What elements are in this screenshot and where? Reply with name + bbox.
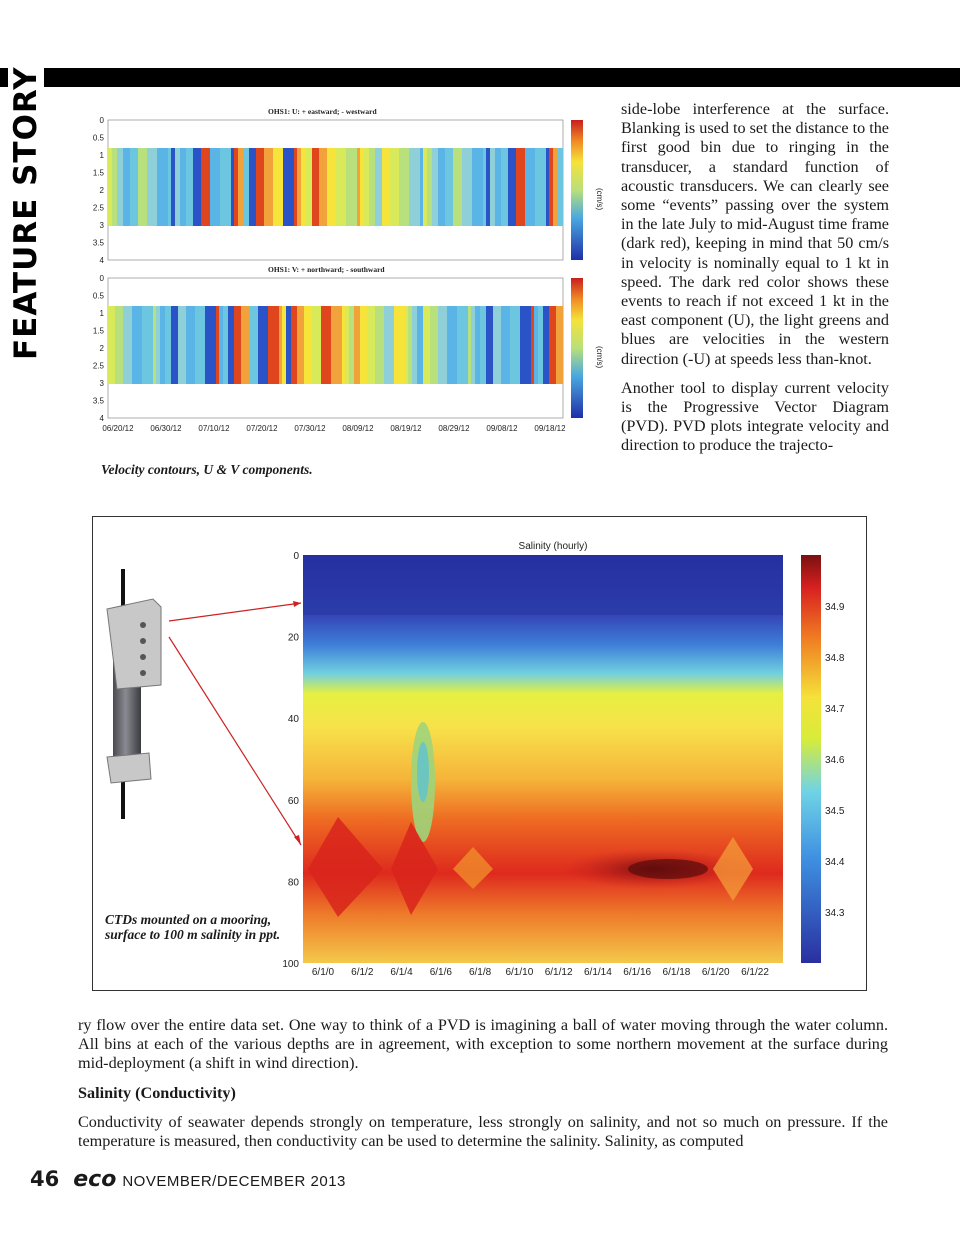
salinity-x-tick-label: 6/1/0 <box>311 967 335 978</box>
panel-u-colorbar <box>571 120 583 260</box>
velocity-contour-strip <box>471 306 475 384</box>
velocity-contour-strip <box>243 148 249 226</box>
velocity-contour-strip <box>249 148 256 226</box>
velocity-contour-strip <box>312 148 319 226</box>
velocity-contour-strip <box>282 306 286 384</box>
velocity-contour-strip <box>153 306 156 384</box>
velocity-contour-strip <box>294 148 297 226</box>
salinity-y-tick-label: 0 <box>293 551 299 562</box>
velocity-x-tick-label: 06/20/12 <box>102 424 134 433</box>
velocity-contour-strip <box>394 306 405 384</box>
salinity-x-tick-label: 6/1/18 <box>662 967 691 978</box>
velocity-y-tick-label: 2 <box>99 186 104 195</box>
velocity-x-tick-label: 08/29/12 <box>438 424 470 433</box>
velocity-contour-strip <box>447 306 457 384</box>
velocity-contour-strip <box>432 148 438 226</box>
velocity-contour-strip <box>342 306 345 384</box>
velocity-y-tick-label: 4 <box>99 414 104 423</box>
velocity-contour-strip <box>319 148 327 226</box>
velocity-x-tick-label: 07/20/12 <box>246 424 278 433</box>
velocity-contour-strip <box>117 148 123 226</box>
issue-date: NOVEMBER/DECEMBER 2013 <box>122 1173 346 1190</box>
velocity-contour-strip <box>156 306 160 384</box>
velocity-y-tick-label: 4 <box>99 256 104 265</box>
velocity-contour-strip <box>210 148 220 226</box>
velocity-contour-strip <box>360 306 367 384</box>
velocity-contour-strip <box>327 148 336 226</box>
velocity-contour-strip <box>558 148 563 226</box>
velocity-contour-strip <box>132 306 142 384</box>
velocity-contour-strip <box>360 148 364 226</box>
velocity-contour-strip <box>241 306 249 384</box>
velocity-contour-strip <box>138 148 147 226</box>
velocity-contour-strip <box>301 148 306 226</box>
salinity-y-tick-label: 20 <box>287 632 299 644</box>
panel-u-colorbar-unit: (cm/s) <box>595 188 604 211</box>
velocity-contour-strip <box>112 148 117 226</box>
pointer-arrow-bottom <box>169 637 301 845</box>
velocity-contour-strip <box>193 148 201 226</box>
velocity-contour-strip <box>180 148 186 226</box>
velocity-contour-strip <box>231 148 234 226</box>
velocity-contour-strip <box>490 148 495 226</box>
velocity-y-tick-label: 2.5 <box>92 361 104 371</box>
velocity-contour-strip <box>405 306 408 384</box>
velocity-contour-strip <box>304 306 312 384</box>
salinity-heatmap <box>303 555 783 963</box>
velocity-contour-strip <box>345 306 349 384</box>
panel-v-colorbar-unit: (cm/s) <box>595 346 604 369</box>
velocity-contour-strip <box>108 306 115 384</box>
velocity-contour-strip <box>508 148 516 226</box>
velocity-contour-strip <box>516 148 525 226</box>
velocity-contour-strip <box>475 306 480 384</box>
velocity-contour-strip <box>486 148 490 226</box>
velocity-x-tick-label: 09/08/12 <box>486 424 518 433</box>
salinity-y-axis <box>282 551 299 970</box>
velocity-contour-strip <box>367 306 375 384</box>
velocity-contour-strip <box>258 306 268 384</box>
velocity-contour-strip <box>165 306 171 384</box>
salinity-x-axis <box>312 967 769 978</box>
velocity-contour-strip <box>186 306 195 384</box>
velocity-contour-strip <box>534 306 538 384</box>
velocity-contour-strip <box>349 306 354 384</box>
velocity-contour-strip <box>486 306 493 384</box>
panel-v-field <box>108 306 563 384</box>
velocity-contour-strip <box>291 306 297 384</box>
velocity-contour-strip <box>160 306 165 384</box>
pointer-arrow-top <box>169 603 301 621</box>
velocity-contour-strip <box>297 306 304 384</box>
velocity-contour-strip <box>483 148 486 226</box>
velocity-contour-strip <box>445 148 453 226</box>
velocity-x-tick-label: 07/30/12 <box>294 424 326 433</box>
velocity-contour-strip <box>336 148 346 226</box>
velocity-contour-strip <box>264 148 273 226</box>
salinity-colorbar-ticks <box>825 602 845 919</box>
velocity-contour-strip <box>375 306 384 384</box>
velocity-contour-strip <box>186 148 193 226</box>
velocity-contour-strip <box>520 306 531 384</box>
velocity-contour-strip <box>409 148 420 226</box>
velocity-figure-caption: Velocity contours, U & V components. <box>101 462 313 477</box>
body-paragraph-2: Conductivity of seawater depends strongly on temperature, less strongly on salinity, and not so much on pressure. If the temperature is measured, then conductivity can be used to determine the salinity. Salinity, as computed <box>78 1112 888 1151</box>
salinity-colorbar-tick-label: 34.4 <box>825 857 845 868</box>
panel-v-colorbar <box>571 278 583 418</box>
salinity-x-tick-label: 6/1/6 <box>429 967 452 978</box>
salinity-x-tick-label: 6/1/20 <box>701 967 730 978</box>
velocity-contour-strip <box>297 148 301 226</box>
salinity-colorbar <box>801 555 821 963</box>
salinity-x-tick-label: 6/1/22 <box>741 967 769 978</box>
velocity-contour-strip <box>354 306 360 384</box>
velocity-x-tick-label: 06/30/12 <box>150 424 182 433</box>
velocity-contour-strip <box>364 148 369 226</box>
velocity-contour-strip <box>283 148 294 226</box>
velocity-contour-strip <box>423 306 430 384</box>
velocity-contour-strip <box>525 148 535 226</box>
velocity-contour-strip <box>472 148 483 226</box>
salinity-colorbar-tick-label: 34.3 <box>825 908 845 919</box>
panel-v-title: OHS1: V: + northward; - southward <box>268 265 385 274</box>
salinity-x-tick-label: 6/1/14 <box>584 967 612 978</box>
velocity-y-tick-label: 2.5 <box>92 203 104 213</box>
velocity-y-tick-label: 0 <box>99 116 104 125</box>
velocity-y-tick-label: 2 <box>99 344 104 353</box>
page-footer <box>30 1167 346 1192</box>
velocity-contour-strip <box>382 148 390 226</box>
velocity-contour-strip <box>279 306 282 384</box>
velocity-contour-strip <box>495 148 501 226</box>
velocity-contour-strip <box>157 148 168 226</box>
velocity-contour-strip <box>256 148 264 226</box>
velocity-contour-strip <box>375 148 382 226</box>
salinity-x-tick-label: 6/1/16 <box>623 967 652 978</box>
velocity-y-tick-label: 3 <box>99 379 104 388</box>
salinity-x-tick-label: 6/1/8 <box>468 967 492 978</box>
velocity-contour-strip <box>195 306 205 384</box>
velocity-y-tick-label: 0.5 <box>92 291 104 301</box>
velocity-y-tick-label: 3.5 <box>92 396 104 406</box>
salinity-colorbar-tick-label: 34.7 <box>825 704 845 715</box>
velocity-contour-strip <box>249 306 258 384</box>
arrowhead-top-icon <box>293 601 301 607</box>
ctd-mooring-illustration <box>107 569 161 819</box>
velocity-contour-strip <box>438 148 445 226</box>
velocity-contour-strip <box>549 306 556 384</box>
velocity-contour-strip <box>453 148 462 226</box>
salinity-y-tick-label: 60 <box>287 795 299 807</box>
velocity-contour-strip <box>115 306 123 384</box>
feature-story-label: FEATURE STORY <box>8 62 44 364</box>
velocity-contour-strip <box>306 148 312 226</box>
body-paragraph-1: ry flow over the entire data set. One way to think of a PVD is imagining a ball of water moving through the water column. All bins at each of the various depths are in agreement, with exception to some northern movement at the surface during mid-deployment (a shift in wind direction). <box>78 1016 888 1073</box>
salinity-x-tick-label: 6/1/12 <box>544 967 573 978</box>
salinity-x-tick-label: 6/1/4 <box>390 967 413 978</box>
velocity-y-tick-label: 0 <box>99 274 104 283</box>
velocity-contour-strip <box>108 148 112 226</box>
velocity-contour-strip <box>427 148 432 226</box>
salinity-y-tick-label: 100 <box>282 959 299 970</box>
velocity-contour-strip <box>417 306 423 384</box>
velocity-contour-strip <box>234 148 238 226</box>
velocity-contour-figure <box>88 100 608 440</box>
page-number: 46 <box>30 1167 60 1191</box>
velocity-contour-strip <box>220 148 231 226</box>
velocity-contour-strip <box>205 306 216 384</box>
velocity-contour-strip <box>312 306 321 384</box>
section-heading: Salinity (Conductivity) <box>78 1083 236 1102</box>
velocity-contour-strip <box>493 306 501 384</box>
velocity-x-tick-label: 08/09/12 <box>342 424 374 433</box>
velocity-contour-strip <box>480 306 486 384</box>
velocity-contour-strip <box>216 306 219 384</box>
right-column-paragraph-2: Another tool to display current velocity is the Progressive Vector Diagram (PVD). PVD plots integrate velocity and direction to produce the trajecto- <box>621 378 889 455</box>
velocity-y-tick-label: 1.5 <box>92 326 104 336</box>
velocity-contour-strip <box>130 148 138 226</box>
velocity-contour-strip <box>543 306 549 384</box>
salinity-chart-title: Salinity (hourly) <box>518 541 588 552</box>
velocity-contour-strip <box>412 306 417 384</box>
velocity-contour-strip <box>457 306 468 384</box>
velocity-y-tick-label: 3 <box>99 221 104 230</box>
velocity-contour-strip <box>556 306 563 384</box>
velocity-contour-strip <box>178 306 186 384</box>
velocity-contour-strip <box>535 148 546 226</box>
velocity-contour-strip <box>321 306 331 384</box>
velocity-contour-strip <box>228 306 234 384</box>
velocity-contour-strip <box>501 148 508 226</box>
velocity-contour-strip <box>123 148 130 226</box>
velocity-contour-strip <box>546 148 549 226</box>
velocity-contour-strip <box>531 306 534 384</box>
velocity-contour-strip <box>238 148 243 226</box>
salinity-x-tick-label: 6/1/10 <box>505 967 534 978</box>
body-text <box>78 1016 888 1161</box>
velocity-contour-strip <box>219 306 223 384</box>
velocity-contour-strip <box>175 148 180 226</box>
velocity-contour-strip <box>147 148 157 226</box>
velocity-contour-strip <box>501 306 510 384</box>
velocity-contour-strip <box>123 306 132 384</box>
velocity-y-tick-label: 1 <box>99 309 104 318</box>
velocity-y-tick-label: 1 <box>99 151 104 160</box>
salinity-y-tick-label: 40 <box>287 714 299 726</box>
velocity-contour-strip <box>171 148 175 226</box>
velocity-contour-strip <box>273 148 283 226</box>
velocity-y-tick-label: 3.5 <box>92 238 104 248</box>
velocity-y-tick-label: 0.5 <box>92 133 104 143</box>
velocity-contour-strip <box>331 306 342 384</box>
velocity-contour-strip <box>430 306 438 384</box>
velocity-contour-strip <box>408 306 412 384</box>
velocity-x-tick-label: 07/10/12 <box>198 424 230 433</box>
velocity-contour-strip <box>384 306 394 384</box>
velocity-contour-strip <box>549 148 553 226</box>
velocity-contour-strip <box>234 306 241 384</box>
velocity-contour-strip <box>553 148 558 226</box>
velocity-contour-strip <box>142 306 153 384</box>
velocity-contour-strip <box>438 306 447 384</box>
velocity-contour-strip <box>538 306 543 384</box>
salinity-x-tick-label: 6/1/2 <box>351 967 374 978</box>
salinity-y-tick-label: 80 <box>287 877 299 889</box>
salinity-colorbar-tick-label: 34.9 <box>825 602 845 613</box>
velocity-contour-strip <box>510 306 520 384</box>
velocity-x-tick-label: 09/18/12 <box>534 424 566 433</box>
salinity-figure <box>92 516 867 991</box>
velocity-contour-strip <box>423 148 427 226</box>
velocity-contour-strip <box>201 148 210 226</box>
panel-u-title: OHS1: U: + eastward; - westward <box>268 107 377 116</box>
right-column-text <box>621 100 889 466</box>
velocity-contour-strip <box>223 306 228 384</box>
velocity-contour-strip <box>462 148 472 226</box>
velocity-contour-strip <box>171 306 178 384</box>
right-column-paragraph-1: side-lobe interference at the surface. Blanking is used to set the distance to the first good bin due to ringing in the transducer, a standard function of acoustic transducers. We can clearly see some “events” passing over the system in the late July to mid-August time frame (dark red), keeping in mind that 50 cm/s in velocity is nominally equal to 1 kt in speed. The dark red color shows these events to reach if not exceed 1 kt in the east component (U), the light greens and blues are velocities in the western direction (-U) at speeds less than-knot. <box>621 100 889 368</box>
velocity-x-tick-label: 08/19/12 <box>390 424 422 433</box>
velocity-y-tick-label: 1.5 <box>92 168 104 178</box>
salinity-colorbar-tick-label: 34.6 <box>825 755 845 766</box>
velocity-contour-strip <box>420 148 423 226</box>
panel-u-field <box>108 148 563 226</box>
velocity-contour-strip <box>468 306 471 384</box>
velocity-contour-strip <box>286 306 291 384</box>
header-rule <box>0 68 960 87</box>
publication-name: eco <box>73 1167 117 1192</box>
velocity-contour-strip <box>390 148 399 226</box>
salinity-figure-caption: CTDs mounted on a mooring, surface to 100 m salinity in ppt. <box>105 912 281 942</box>
velocity-contour-strip <box>357 148 360 226</box>
salinity-colorbar-tick-label: 34.8 <box>825 653 845 664</box>
velocity-contour-strip <box>399 148 409 226</box>
velocity-contour-strip <box>268 306 279 384</box>
velocity-contour-strip <box>346 148 357 226</box>
velocity-contour-strip <box>168 148 171 226</box>
salinity-colorbar-tick-label: 34.5 <box>825 806 845 817</box>
velocity-contour-strip <box>369 148 375 226</box>
